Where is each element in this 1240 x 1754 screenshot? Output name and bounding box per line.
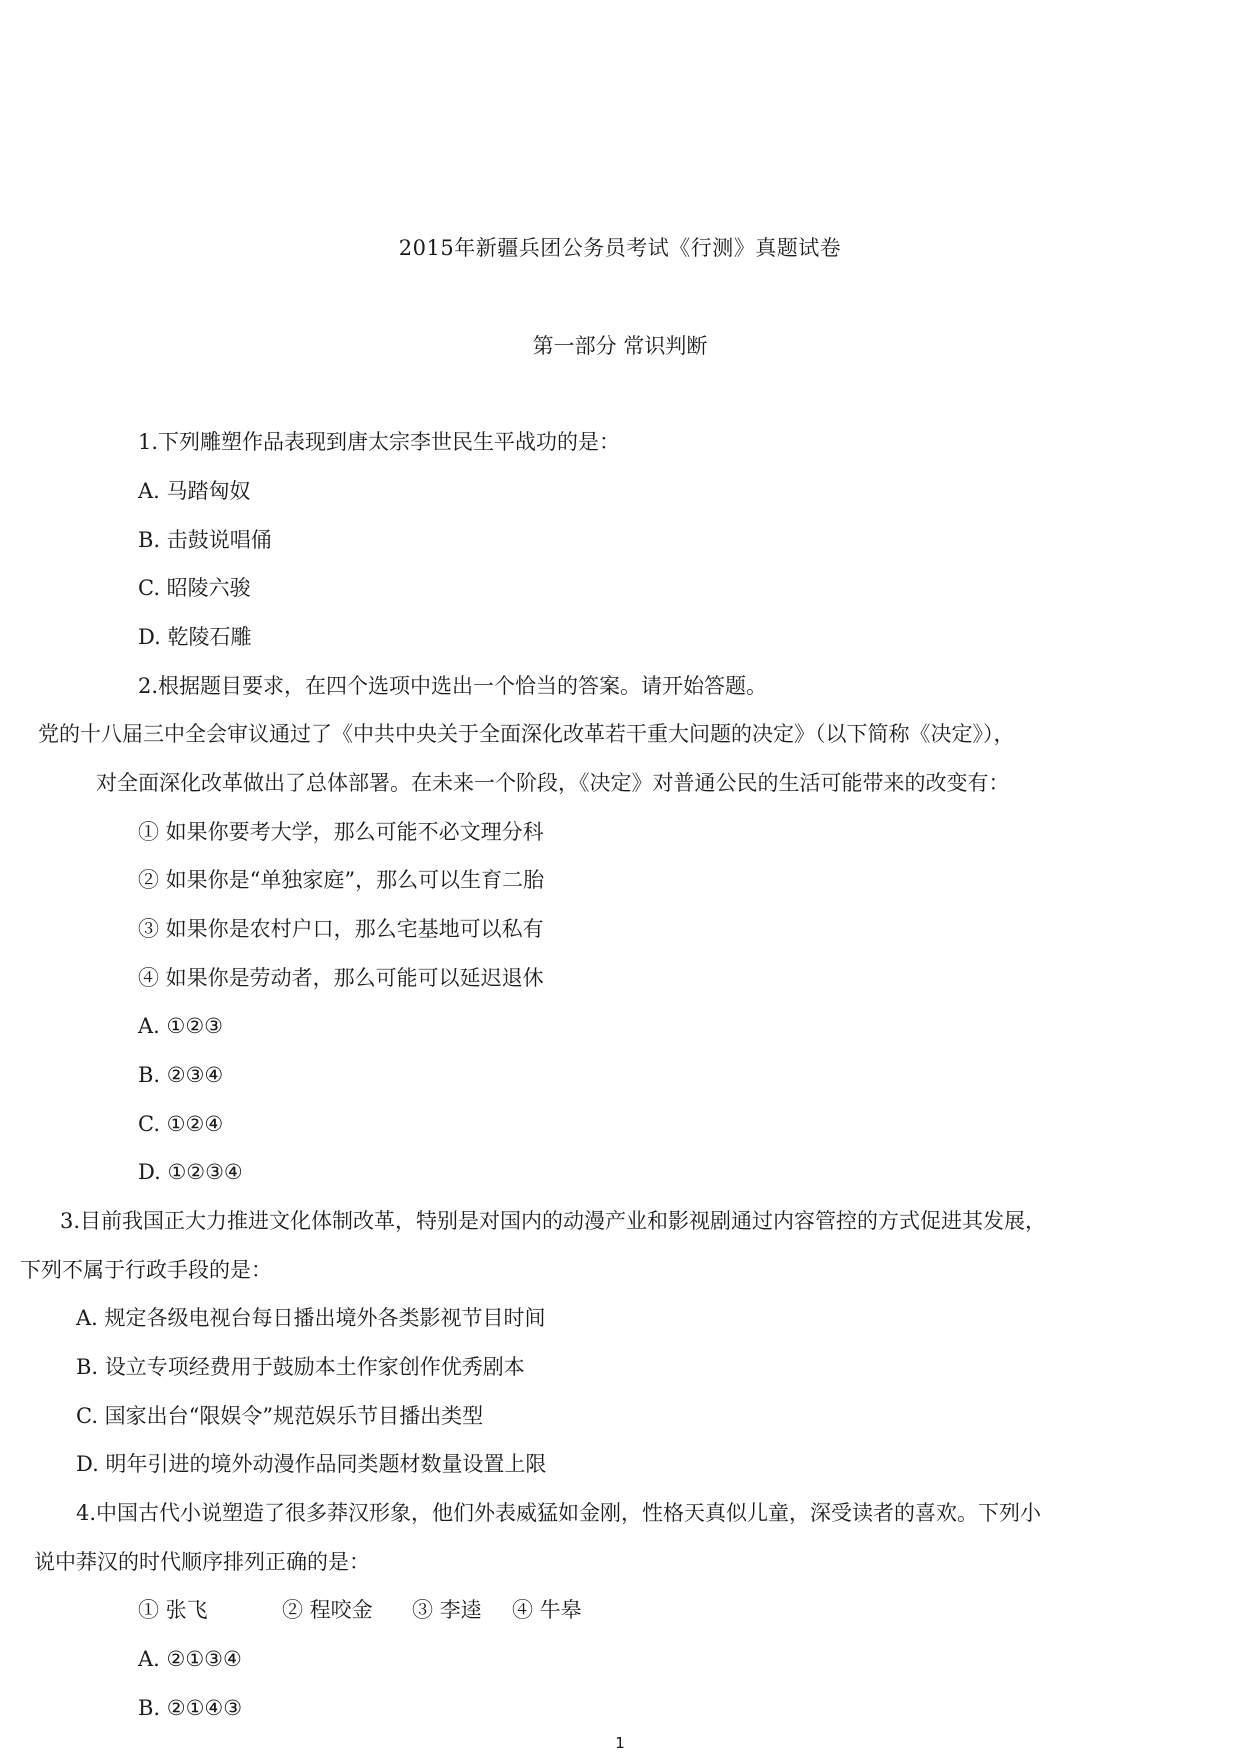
q4-item-1: ① 张飞 [138, 1598, 208, 1622]
q4-stem-line2: 说中莽汉的时代顺序排列正确的是： [34, 1550, 370, 1574]
q2-statement-3: ③ 如果你是农村户口，那么宅基地可以私有 [138, 917, 544, 941]
q3-option-c: C. 国家出台“限娱令”规范娱乐节目播出类型 [76, 1404, 484, 1428]
q2-statement-2: ② 如果你是“单独家庭”，那么可以生育二胎 [138, 868, 545, 892]
q3-option-d: D. 明年引进的境外动漫作品同类题材数量设置上限 [76, 1452, 547, 1476]
q4-item-2: ② 程咬金 [282, 1598, 373, 1622]
q3-stem-line1: 3.目前我国正大力推进文化体制改革，特别是对国内的动漫产业和影视剧通过内容管控的方式促进其发展， [60, 1209, 1047, 1233]
q4-option-b: B. ②①④③ [138, 1696, 243, 1720]
document-title: 2015年新疆兵团公务员考试《行测》真题试卷 [398, 236, 842, 260]
q2-statement-1: ① 如果你要考大学，那么可能不必文理分科 [138, 820, 544, 844]
q4-item-3: ③ 李逵 [412, 1598, 482, 1622]
q2-option-d: D. ①②③④ [138, 1160, 243, 1184]
q2-text-line1: 党的十八届三中全会审议通过了《中共中央关于全面深化改革若干重大问题的决定》（以下简称《决定》）， [38, 722, 1015, 746]
q2-option-c: C. ①②④ [138, 1112, 224, 1136]
q4-stem-line1: 4.中国古代小说塑造了很多莽汉形象，他们外表威猛如金刚，性格天真似儿童，深受读者的喜欢。下列小 [76, 1501, 1042, 1525]
q1-stem: 1.下列雕塑作品表现到唐太宗李世民生平战功的是： [138, 430, 621, 454]
q2-option-a: A. ①②③ [138, 1014, 223, 1038]
q3-option-b: B. 设立专项经费用于鼓励本土作家创作优秀剧本 [76, 1355, 525, 1379]
q2-option-b: B. ②③④ [138, 1063, 224, 1087]
q4-option-a: A. ②①③④ [138, 1647, 242, 1671]
q2-text-line2: 对全面深化改革做出了总体部署。在未来一个阶段，《决定》对普通公民的生活可能带来的改变有： [96, 771, 1010, 795]
section-title: 第一部分 常识判断 [532, 334, 708, 358]
q3-stem-line2: 下列不属于行政手段的是： [20, 1258, 272, 1282]
q2-statement-4: ④ 如果你是劳动者，那么可能可以延迟退休 [138, 966, 544, 990]
q1-option-b: B. 击鼓说唱俑 [138, 528, 272, 552]
page-number: 1 [615, 1734, 625, 1752]
q3-option-a: A. 规定各级电视台每日播出境外各类影视节目时间 [76, 1306, 546, 1330]
q4-item-4: ④ 牛皋 [512, 1598, 582, 1622]
q1-option-a: A. 马踏匈奴 [138, 479, 251, 503]
q1-option-d: D. 乾陵石雕 [138, 625, 252, 649]
q1-option-c: C. 昭陵六骏 [138, 576, 251, 600]
q2-stem: 2.根据题目要求，在四个选项中选出一个恰当的答案。请开始答题。 [138, 674, 768, 698]
